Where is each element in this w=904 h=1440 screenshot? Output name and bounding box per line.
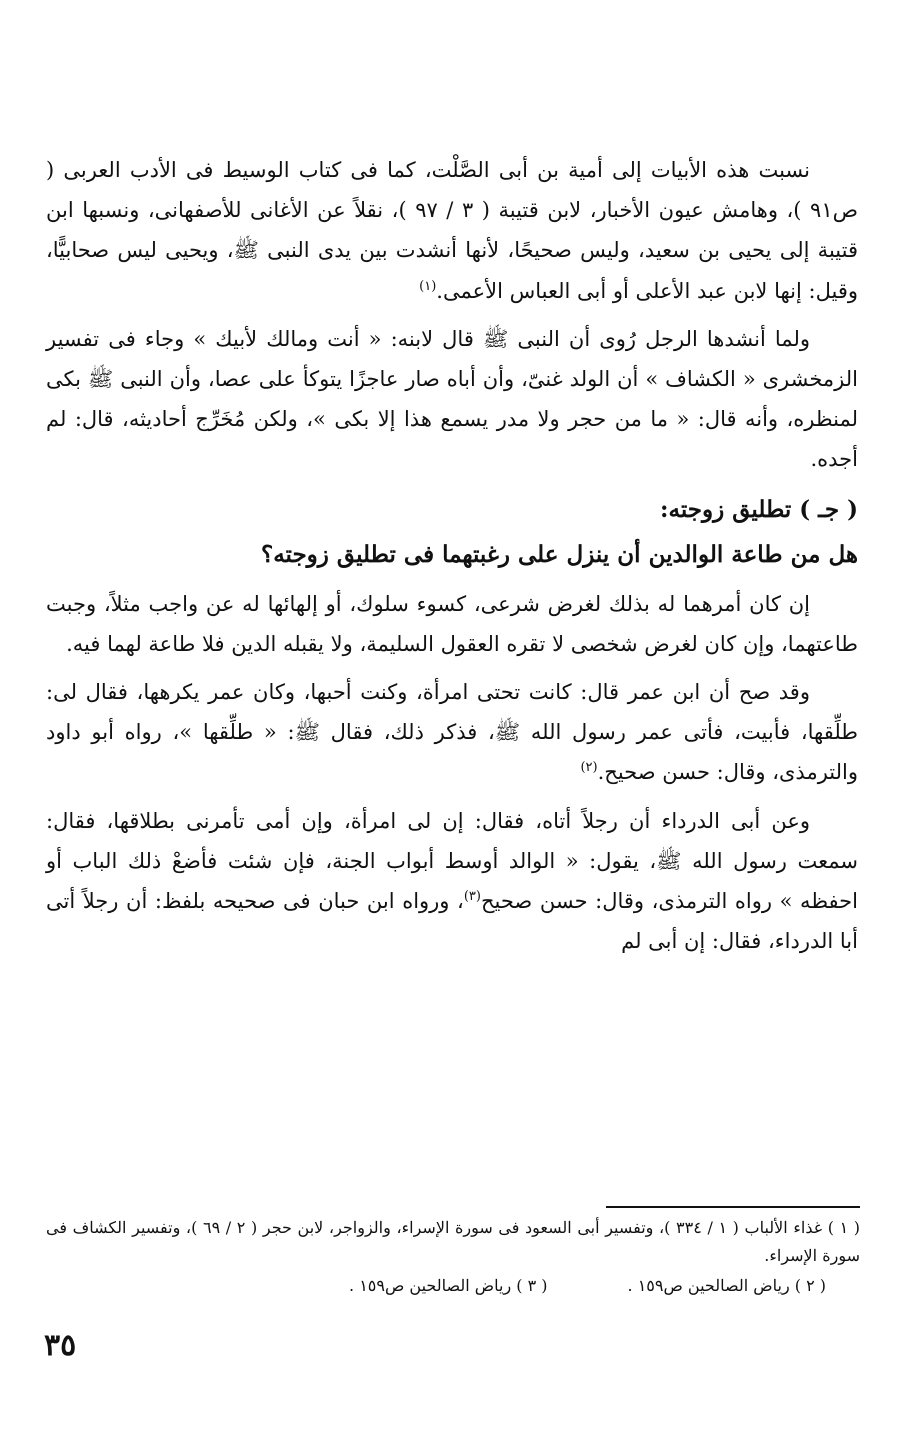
paragraph-text: إن كان أمرهما له بذلك لغرض شرعى، كسوء سلوك، أو إلهائها له عن واجب مثلاً، وجبت طاعتهما، وإن كان لغرض شخصى لا تقره العقول السليمة، ولا يقبله الدين فلا طاعة لهما فيه. — [46, 591, 858, 656]
paragraph-text: نسبت هذه الأبيات إلى أمية بن أبى الصَّلْت، كما فى كتاب الوسيط فى الأدب العربى ( ص٩١ )، وهامش عيون الأخبار، لابن قتيبة ( ٣ / ٩٧ )، نقلاً عن الأغانى للأصفهانى، ونسبها ابن قتيبة إلى يحيى بن سعيد، وليس صحيحًا، لأنها أنشدت بين يدى النبى ﷺ، ويحيى ليس صحابيًّا، وقيل: إنها لابن عبد الأعلى أو أبى العباس الأعمى. — [46, 158, 858, 303]
footnote-3: ( ٣ ) رياض الصالحين ص١٥٩ . — [349, 1276, 548, 1295]
footnote-2: ( ٢ ) رياض الصالحين ص١٥٩ . — [627, 1276, 826, 1295]
footnotes — [46, 1214, 860, 1300]
section-question: هل من طاعة الوالدين أن ينزل على رغبتهما فى تطليق زوجته؟ — [260, 540, 858, 568]
section-heading: ( جـ ) تطليق زوجته: — [660, 495, 858, 523]
main-text — [46, 150, 858, 969]
footnote-row — [46, 1272, 860, 1300]
paragraph-ruling — [46, 584, 858, 664]
footnote-ref-3: (٣) — [463, 889, 481, 905]
paragraph-text: ولما أنشدها الرجل رُوى أن النبى ﷺ قال لابنه: « أنت ومالك لأبيك » وجاء فى تفسير الزمخشرى « الكشاف » أن الولد غنىّ، وأن أباه صار عاجزًا يتوكأ على عصا، وأن النبى ﷺ بكى لمنظره، وأنه قال: « ما من حجر ولا مدر يسمع هذا إلا بكى »، ولكن مُخَرِّج أحاديثه، قال: لم أجده. — [46, 326, 858, 472]
paragraph-attribution — [46, 150, 858, 311]
paragraph-ibn-umar — [46, 672, 858, 793]
paragraph-abu-darda — [46, 801, 858, 962]
paragraph-hadith-father — [46, 319, 858, 480]
page-number: ٣٥ — [44, 1328, 77, 1363]
footnote-1: ( ١ ) غذاء الألباب ( ١ / ٣٣٤ )، وتفسير أبى السعود فى سورة الإسراء، والزواجر، لابن حجر ( ٢ / ٦٩ )، وتفسير الكشاف فى سورة الإسراء. — [46, 1218, 861, 1265]
footnote-ref-1: (١) — [419, 278, 437, 294]
paragraph-text: وقد صح أن ابن عمر قال: كانت تحتى امرأة، وكنت أحبها، وكان عمر يكرهها، فقال لى: طلِّقها، فأبيت، فأتى عمر رسول الله ﷺ، فذكر ذلك، فقال ﷺ: « طلِّقها »، رواه أبو داود والترمذى، وقال: حسن صحيح. — [46, 680, 858, 785]
footnote-separator — [606, 1206, 860, 1208]
footnote-ref-2: (٢) — [580, 760, 598, 776]
paragraph-text: وعن أبى الدرداء أن رجلاً أتاه، فقال: إن لى امرأة، وإن أمى تأمرنى بطلاقها، فقال: سمعت رسول الله ﷺ، يقول: « الوالد أوسط أبواب الجنة، فإن شئت فأضعْ ذلك الباب أو احفظه » رواه الترمذى، وقال: حسن صحيح — [46, 808, 859, 914]
paragraph-text-continued: ، ورواه ابن حبان فى صحيحه بلفظ: أن رجلاً أتى أبا الدرداء، فقال: إن أبى لم — [46, 889, 858, 954]
